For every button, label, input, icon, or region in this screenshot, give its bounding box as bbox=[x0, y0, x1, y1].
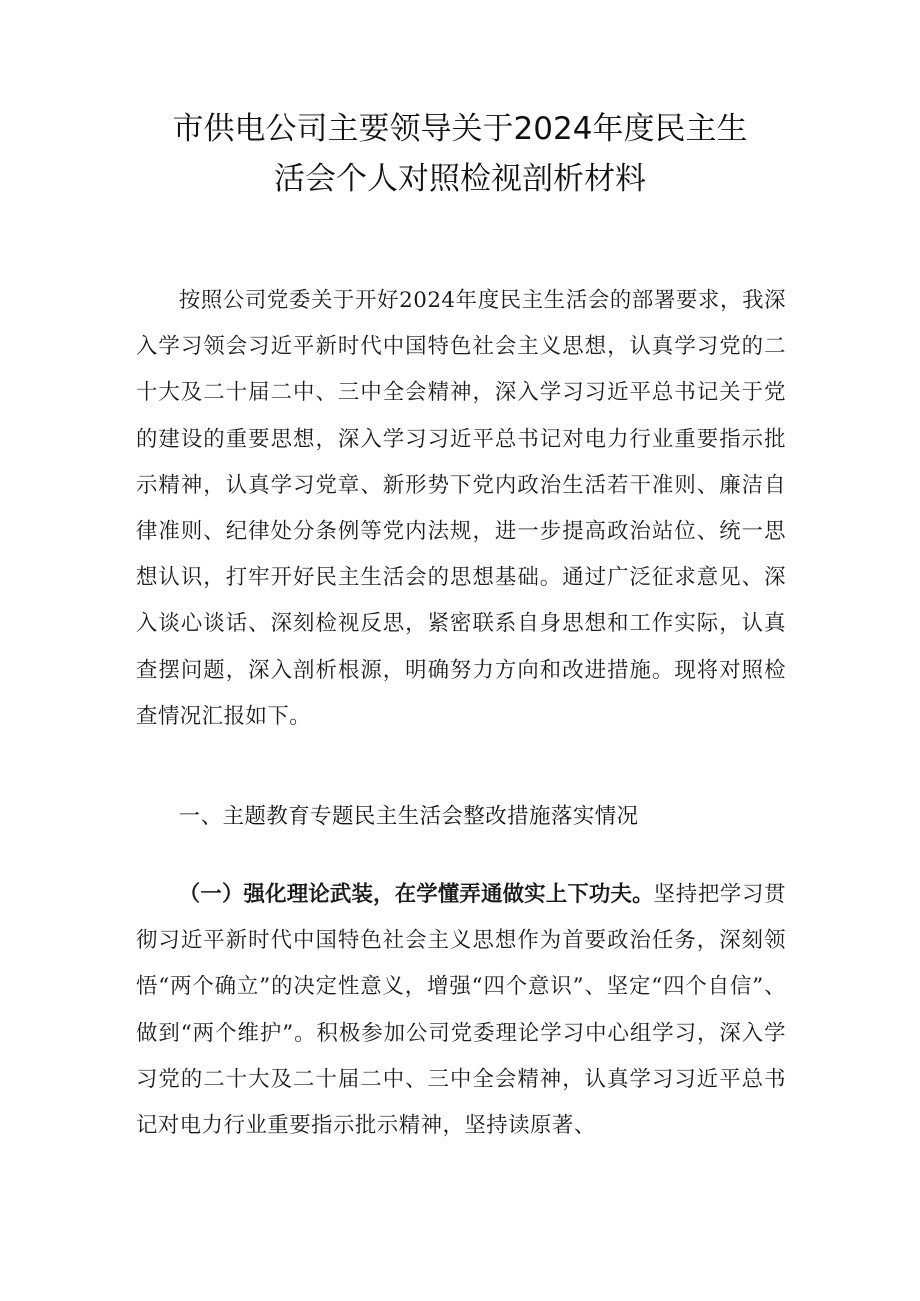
section-heading: 一、主题教育专题民主生活会整改措施落实情况 bbox=[178, 804, 639, 829]
intro-paragraph: 按照公司党委关于开好2024年度民主生活会的部署要求，我深入学习领会习近平新时代中国特色社会主义思想，认真学习党的二十大及二十届二中、三中全会精神，深入学习习近平总书记关于党的建设的重要思想，深入学习习近平总书记对电力行业重要指示批示精神，认真学习党章、新形势下党内政治生活若干准则、廉洁自律准则、纪律处分条例等党内法规，进一步提高政治站位、统一思想认识，打牢开好民主生活会的思想基础。通过广泛征求意见、深入谈心谈话、深刻检视反思，紧密联系自身思想和工作实际，认真查摆问题，深入剖析根源，明确努力方向和改进措施。现将对照检查情况汇报如下。 bbox=[136, 288, 786, 729]
subsection-body: 坚持把学习贯彻习近平新时代中国特色社会主义思想作为首要政治任务，深刻领悟“两个确立”的决定性意义，增强“四个意识”、坚定“四个自信”、做到“两个维护”。积极参加公司党委理论学习中心组学习，深入学习党的二十大及二十届二中、三中全会精神，认真学习习近平总书记对电力行业重要指示批示精神，坚持读原著、 bbox=[136, 882, 786, 1139]
subsection-paragraph bbox=[136, 872, 786, 1149]
subsection-lead: （一）强化理论武装，在学懂弄通做实上下功夫。 bbox=[178, 882, 654, 907]
title-line-2: 活会个人对照检视剖析材料 bbox=[274, 161, 646, 197]
title-line-1: 市供电公司主要领导关于2024年度民主生 bbox=[172, 111, 748, 147]
document-title bbox=[120, 104, 800, 204]
